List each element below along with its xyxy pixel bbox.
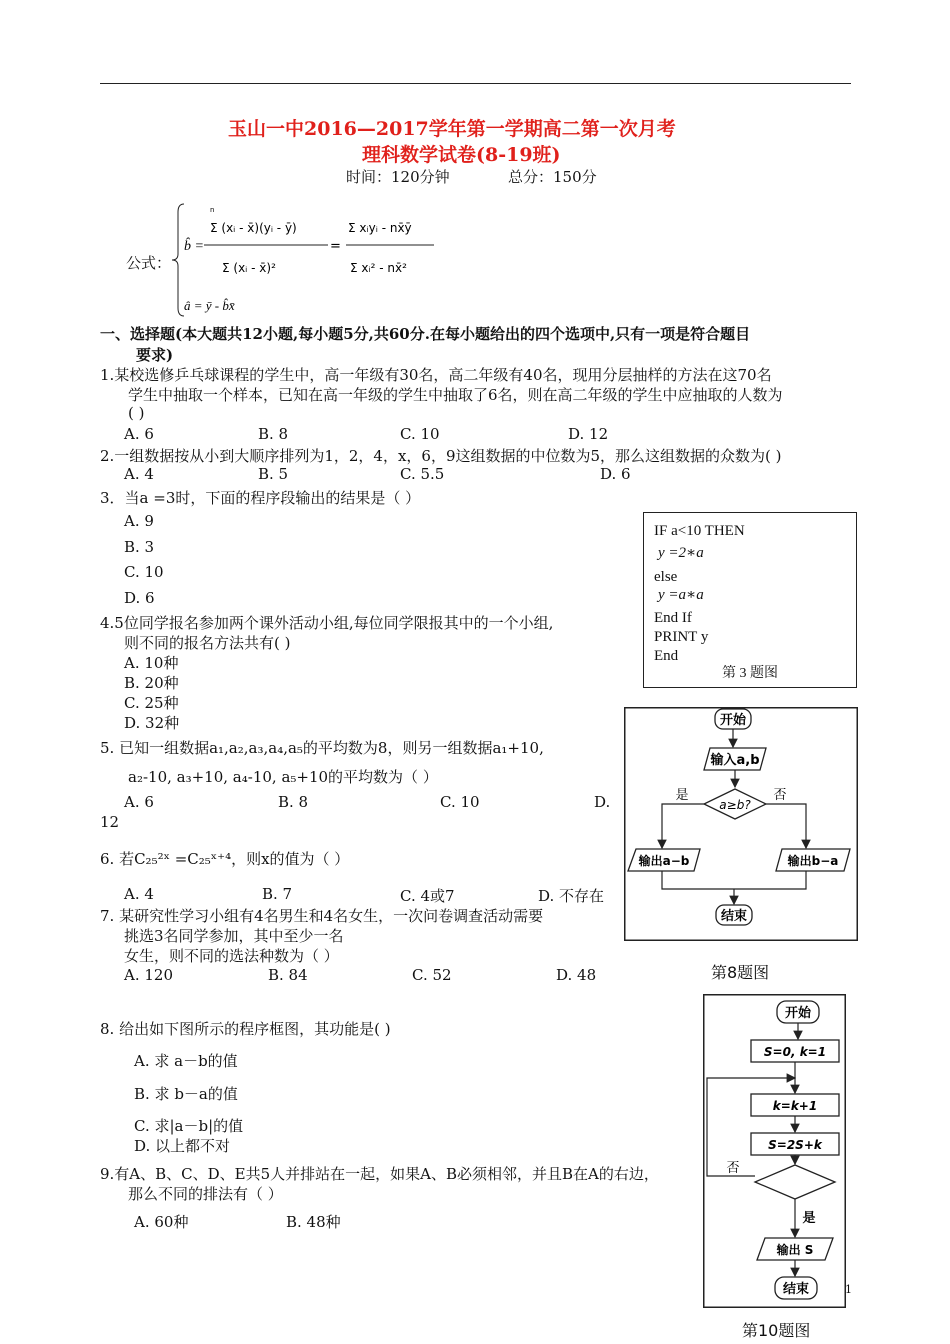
- q6-option-a: A. 4: [124, 885, 154, 903]
- q3-code-line-1: IF a<10 THEN: [654, 523, 745, 539]
- q2-text: 2.一组数据按从小到大顺序排列为1，2，4，x，6，9这组数据的中位数为5，那么这组数据的众数为( ): [100, 447, 782, 465]
- q5-text-1: 5. 已知一组数据a₁,a₂,a₃,a₄,a₅的平均数为8，则另一组数据a₁+10,: [100, 739, 544, 757]
- q9-option-b: B. 48种: [286, 1213, 341, 1231]
- formula-eq: =: [330, 239, 341, 254]
- q8-flowchart: [624, 707, 858, 941]
- flow10-output-label: 输出 S: [776, 1243, 814, 1257]
- q8-text: 8. 给出如下图所示的程序框图，其功能是( ): [100, 1020, 391, 1038]
- q2-option-b: B. 5: [258, 465, 289, 483]
- flow10-init-label: S=0, k=1: [763, 1045, 827, 1059]
- q7-text-3: 女生，则不同的选法种数为（ ）: [124, 947, 339, 965]
- flow10-no-label: 否: [726, 1161, 740, 1176]
- q3-code-line-2: y =2∗a: [658, 545, 704, 561]
- q7-text-1: 7. 某研究性学习小组有4名男生和4名女生，一次问卷调查活动需要: [100, 907, 544, 925]
- flow10-step2-label: S=2S+k: [768, 1138, 822, 1152]
- q3-code-line-5: End If: [654, 610, 692, 626]
- q7-option-b: B. 84: [268, 966, 308, 984]
- section-heading-cont: 要求): [136, 346, 174, 364]
- q3-text: 3．当a =3时，下面的程序段输出的结果是（ ）: [100, 489, 421, 507]
- q4-option-b: B. 20种: [124, 674, 179, 692]
- page-number: 1: [845, 1283, 852, 1296]
- q7-text-2: 挑选3名同学参加，其中至少一名: [124, 927, 344, 945]
- q9-text-1: 9.有A、B、C、D、E共5人并排站在一起，如果A、B必须相邻，并且B在A的右边，: [100, 1165, 659, 1183]
- exam-title: 玉山一中2016—2017学年第一学期高二第一次月考: [228, 118, 676, 140]
- q6-option-b: B. 7: [262, 885, 293, 903]
- flow8-output-right-label: 输出b−a: [787, 854, 839, 868]
- q3-option-c: C. 10: [124, 563, 164, 581]
- q8-option-a: A. 求 a－b的值: [134, 1052, 238, 1070]
- q2-option-c: C. 5.5: [400, 465, 445, 483]
- flow8-no-label: 否: [773, 788, 787, 803]
- q3-option-a: A. 9: [124, 512, 154, 530]
- formula-numerator-1: Σ (xᵢ - x̄)(yᵢ - ȳ): [210, 221, 297, 235]
- q3-code-line-7: End: [654, 648, 679, 664]
- flow8-yes-label: 是: [675, 788, 689, 803]
- q3-option-d: D. 6: [124, 589, 155, 607]
- q5-option-a: A. 6: [124, 793, 154, 811]
- formula-denominator-1: Σ (xᵢ - x̄)²: [222, 261, 276, 275]
- q1-text-3: ( ): [128, 404, 145, 422]
- q7-option-d: D. 48: [556, 966, 597, 984]
- q4-text-2: 则不同的报名方法共有( ): [124, 634, 291, 652]
- exam-total: 总分：150分: [508, 168, 597, 186]
- exam-time: 时间：120分钟: [346, 168, 450, 186]
- formula-b-hat: b̂ =: [184, 239, 204, 254]
- q6-option-d: D. 不存在: [538, 887, 605, 905]
- top-rule: [100, 83, 851, 84]
- q3-program-box: [643, 512, 857, 688]
- q1-text-1: 1.某校选修乒乓球课程的学生中，高一年级有30名，高二年级有40名，现用分层抽样的方法在这70名: [100, 366, 772, 384]
- flow10-end-label: 结束: [782, 1282, 810, 1297]
- flow10-step1-label: k=k+1: [772, 1099, 818, 1113]
- flow8-input-label: 输入a,b: [710, 753, 760, 768]
- formula-numerator-2: Σ xᵢyᵢ - nx̄ȳ: [348, 221, 412, 235]
- q4-text-1: 4.5位同学报名参加两个课外活动小组,每位同学限报其中的一个小组,: [100, 614, 554, 632]
- q1-text-2: 学生中抽取一个样本，已知在高一年级的学生中抽取了6名，则在高二年级的学生中应抽取的人数为: [128, 386, 783, 404]
- flow8-caption: 第8题图: [711, 963, 770, 982]
- section-heading: 一、选择题(本大题共12小题,每小题5分,共60分.在每小题给出的四个选项中,只有一项是符合题目: [100, 325, 751, 343]
- q6-text: 6. 若C₂₅²ˣ =C₂₅ˣ⁺⁴，则x的值为（ ）: [100, 850, 350, 868]
- q3-code-line-4: y =a∗a: [658, 587, 704, 603]
- q3-code-caption: 第 3 题图: [722, 666, 778, 681]
- q4-option-a: A. 10种: [124, 654, 179, 672]
- q6-option-c: C. 4或7: [400, 887, 455, 905]
- q5-option-d-value: 12: [100, 813, 120, 831]
- flow8-start-label: 开始: [719, 713, 747, 728]
- q8-option-c: C. 求|a－b|的值: [134, 1117, 244, 1135]
- q2-option-d: D. 6: [600, 465, 631, 483]
- q2-option-a: A. 4: [124, 465, 154, 483]
- q4-option-d: D. 32种: [124, 714, 180, 732]
- q1-option-c: C. 10: [400, 425, 440, 443]
- q5-option-b: B. 8: [278, 793, 309, 811]
- q8-option-b: B. 求 b－a的值: [134, 1085, 238, 1103]
- q1-option-d: D. 12: [568, 425, 609, 443]
- q5-option-c: C. 10: [440, 793, 480, 811]
- exam-subtitle: 理科数学试卷(8-19班): [362, 144, 561, 166]
- formula-a-hat: â = ȳ - b̂x̄: [184, 298, 235, 313]
- q7-option-a: A. 120: [124, 966, 173, 984]
- q9-option-a: A. 60种: [134, 1213, 189, 1231]
- q1-option-a: A. 6: [124, 425, 154, 443]
- formula-denominator-2: Σ xᵢ² - nx̄²: [350, 261, 407, 275]
- q10-flowchart: [703, 994, 846, 1308]
- flow10-start-label: 开始: [784, 1006, 812, 1021]
- flow8-end-label: 结束: [720, 909, 748, 924]
- flow8-condition-label: a≥b?: [719, 798, 751, 812]
- flow10-caption: 第10题图: [742, 1321, 811, 1340]
- q3-code-line-3: else: [654, 569, 678, 585]
- q9-text-2: 那么不同的排法有（ ）: [128, 1185, 283, 1203]
- regression-formula: [170, 200, 460, 320]
- q7-option-c: C. 52: [412, 966, 452, 984]
- q8-option-d: D. 以上都不对: [134, 1137, 231, 1155]
- q4-option-c: C. 25种: [124, 694, 179, 712]
- q3-option-b: B. 3: [124, 538, 155, 556]
- q5-text-2: a₂-10, a₃+10, a₄-10, a₅+10的平均数为（ ）: [128, 768, 438, 786]
- flow8-output-left-label: 输出a−b: [638, 854, 690, 868]
- flow10-yes-label: 是: [802, 1211, 816, 1226]
- q5-option-d: D.: [594, 793, 611, 811]
- q1-option-b: B. 8: [258, 425, 289, 443]
- q3-code-line-6: PRINT y: [654, 629, 709, 645]
- formula-label: 公式：: [126, 254, 172, 272]
- formula-sum-top-1: n: [210, 206, 215, 214]
